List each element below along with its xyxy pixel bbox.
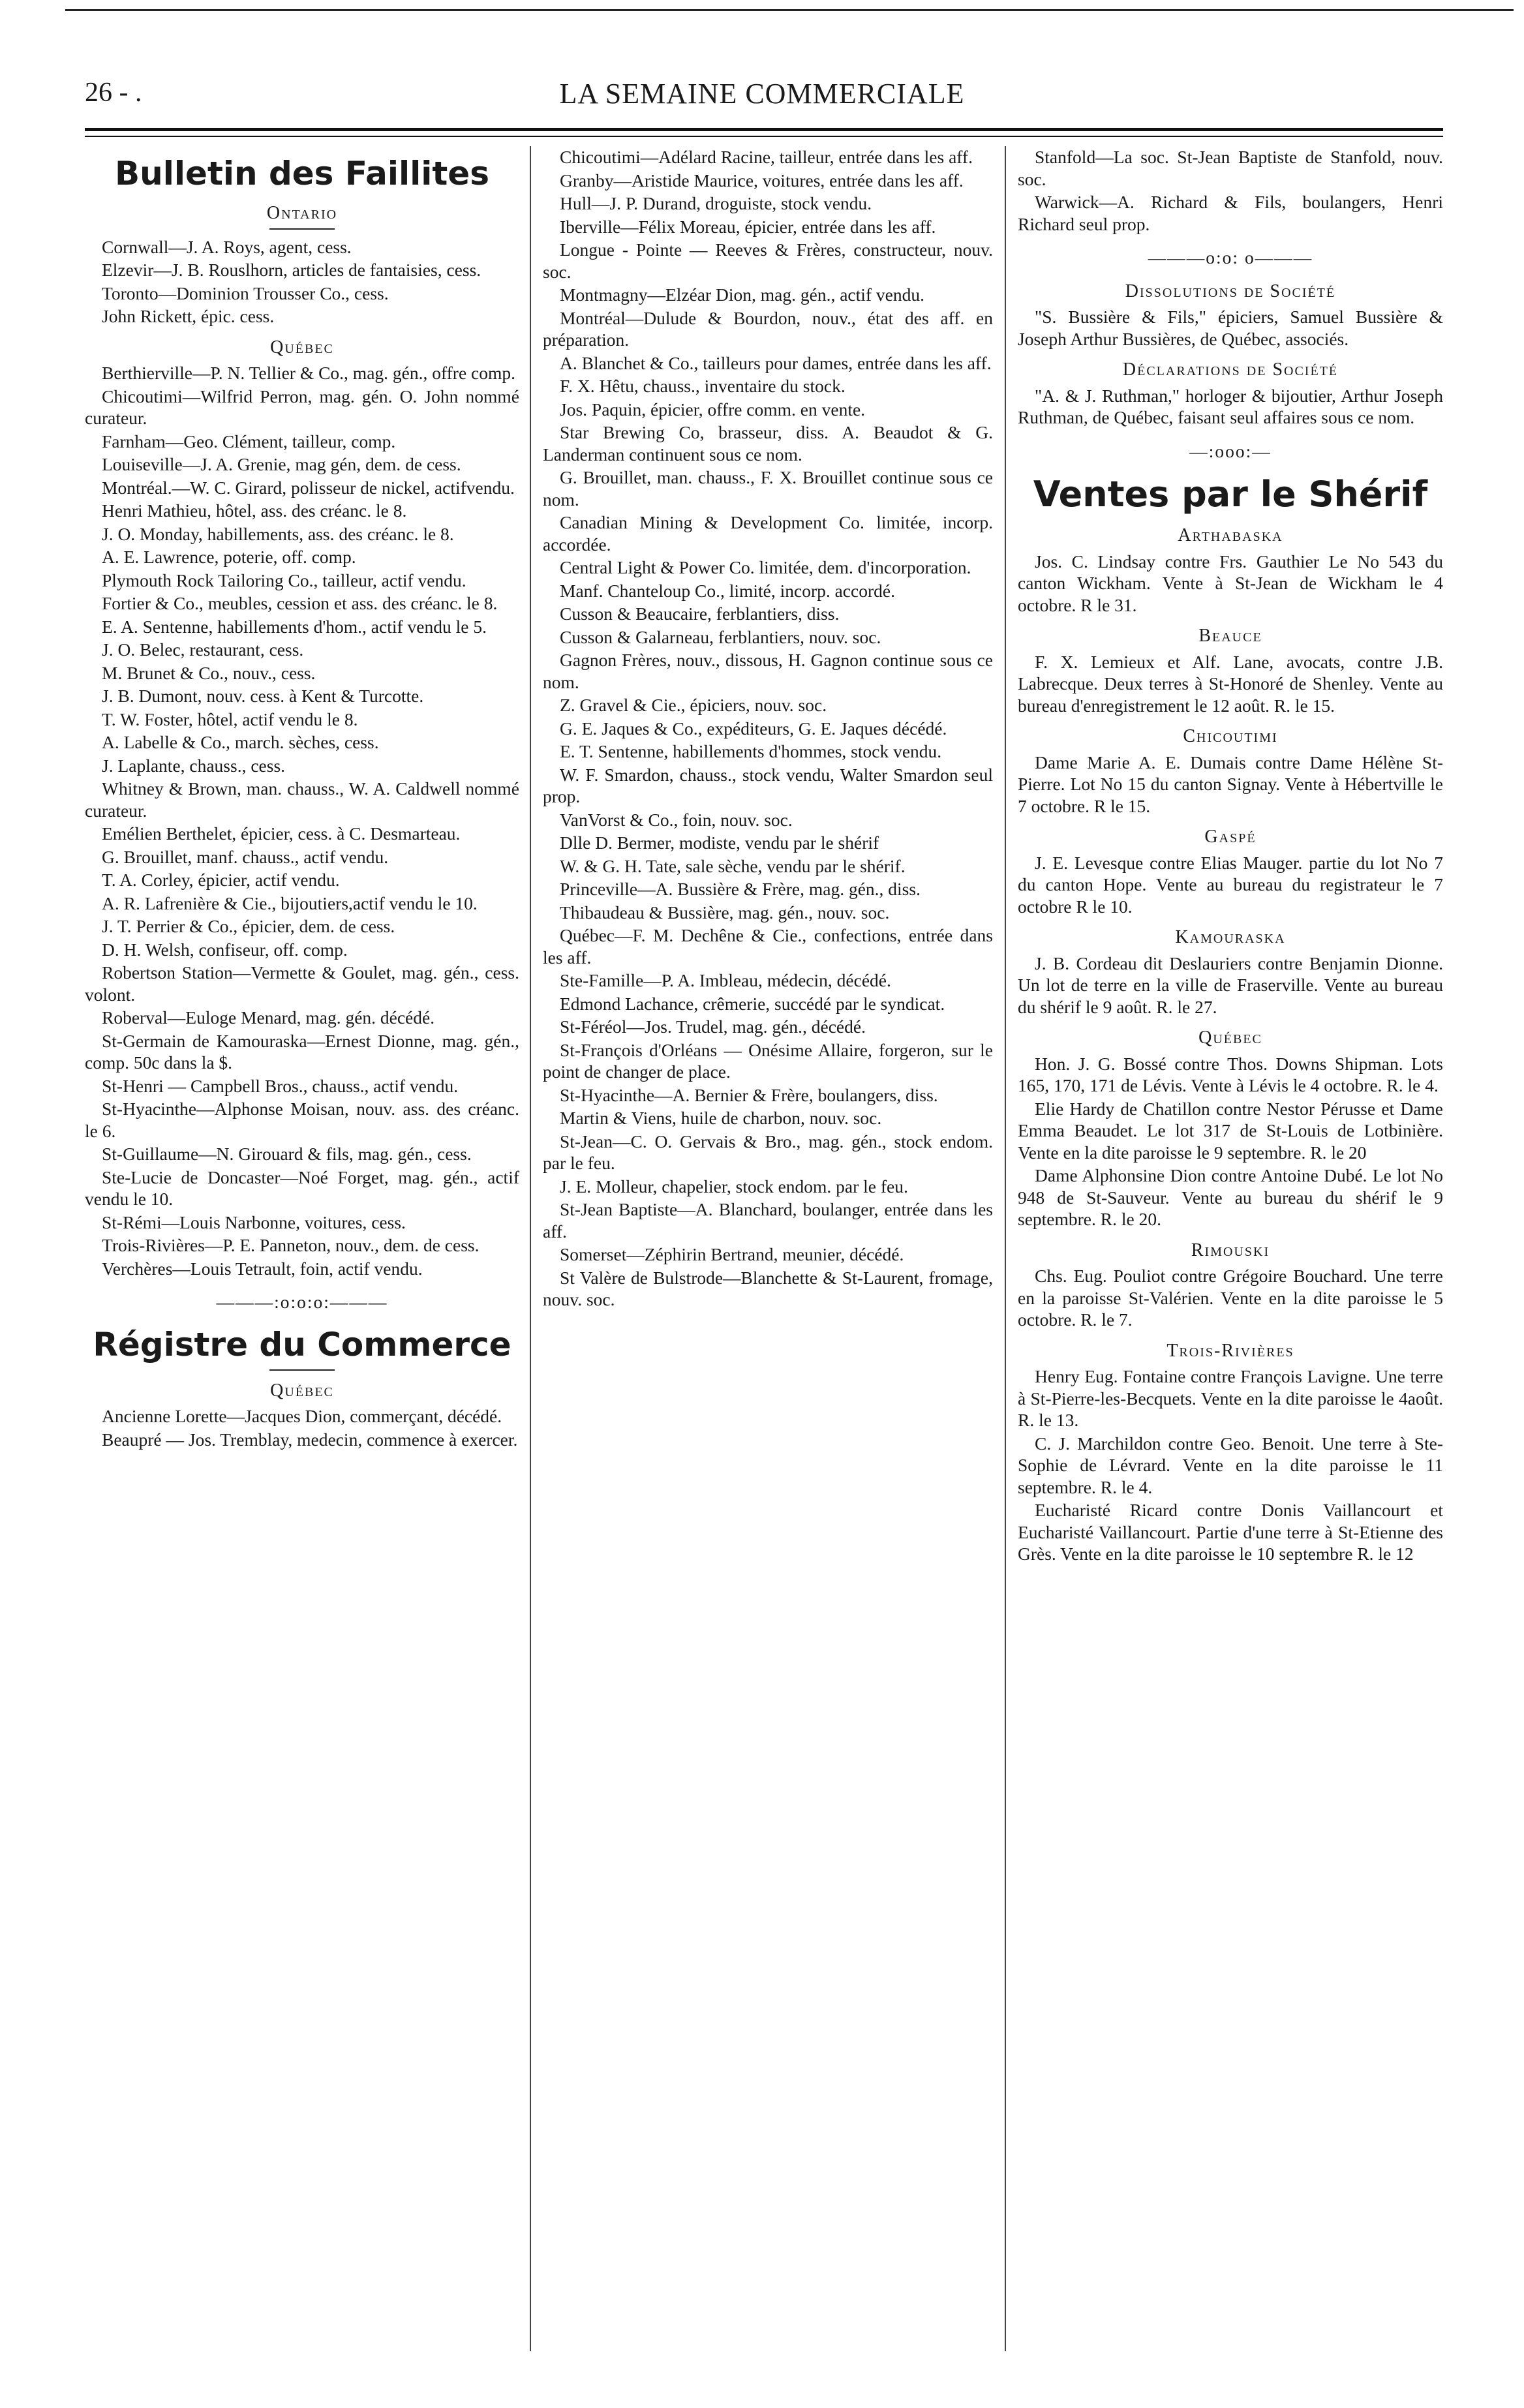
registre-entries bbox=[85, 1405, 519, 1450]
registre-entry: Cusson & Beaucaire, ferblantiers, diss. bbox=[560, 603, 840, 624]
registre-entry: F. X. Hêtu, chauss., inventaire du stock. bbox=[560, 376, 846, 396]
registre-entry: Star Brewing Co, brasseur, diss. A. Beaudot & G. Landerman continuent sous ce nom. bbox=[543, 422, 993, 465]
sherif-region-label: Québec bbox=[1198, 1028, 1262, 1048]
registre-entry: Somerset—Zéphirin Bertrand, meunier, décédé. bbox=[560, 1244, 904, 1264]
faillite-entry: St-Hyacinthe—Alphonse Moisan, nouv. ass. des créanc. le 6. bbox=[85, 1099, 519, 1141]
faillite-entry: J. B. Dumont, nouv. cess. à Kent & Turcotte. bbox=[102, 686, 424, 706]
registre-entry: Manf. Chanteloup Co., limité, incorp. accordé. bbox=[560, 580, 895, 601]
faillite-entry: M. Brunet & Co., nouv., cess. bbox=[102, 662, 316, 683]
short-rule bbox=[269, 228, 335, 230]
registre-entry: W. F. Smardon, chauss., stock vendu, Walter Smardon seul prop. bbox=[543, 764, 993, 806]
dissolutions-label: Dissolutions de Société bbox=[1125, 281, 1336, 301]
faillite-entry: Emélien Berthelet, épicier, cess. à C. Desmarteau. bbox=[102, 823, 461, 844]
short-rule bbox=[269, 1369, 335, 1371]
registre-entry: Ancienne Lorette—Jacques Dion, commerçant, décédé. bbox=[102, 1406, 502, 1426]
region-label-quebec: Québec bbox=[270, 337, 334, 358]
faillite-entry: A. Labelle & Co., march. sèches, cess. bbox=[102, 732, 379, 752]
faillite-entry: A. R. Lafrenière & Cie., bijoutiers,actif vendu le 10. bbox=[102, 892, 478, 913]
faillite-entry: J. Laplante, chauss., cess. bbox=[102, 755, 286, 776]
registre-entry: St-Féréol—Jos. Trudel, mag. gén., décédé. bbox=[560, 1016, 866, 1037]
registre-entry: Chicoutimi—Adélard Racine, tailleur, entrée dans les aff. bbox=[560, 147, 973, 167]
sherif-sale-entry: F. X. Lemieux et Alf. Lane, avocats, contre J.B. Labrecque. Deux terres à St-Honoré de Shenley. Vente au bureau d'enregistrement le 12 août. R. le 15. bbox=[1018, 651, 1443, 716]
column-divider-1 bbox=[530, 146, 531, 2351]
registre-entry: Québec—F. M. Dechêne & Cie., confections, entrée dans les aff. bbox=[543, 925, 993, 968]
ontario-entries bbox=[85, 236, 519, 328]
registre-entry: Martin & Viens, huile de charbon, nouv. soc. bbox=[560, 1108, 882, 1128]
faillite-entry: Ste-Lucie de Doncaster—Noé Forget, mag. gén., actif vendu le 10. bbox=[85, 1166, 519, 1209]
sherif-sale-entry: J. B. Cordeau dit Deslauriers contre Benjamin Dionne. Un lot de terre en la ville de Fraserville. Vente au bureau du shérif le 9 août. R. le 27. bbox=[1018, 953, 1443, 1017]
faillite-entry: Montréal.—W. C. Girard, polisseur de nickel, actifvendu. bbox=[102, 477, 515, 498]
registre-entry: Z. Gravel & Cie., épiciers, nouv. soc. bbox=[560, 695, 827, 715]
section-separator: —:ooo:— bbox=[1189, 440, 1272, 461]
registre-entry: Stanfold—La soc. St-Jean Baptiste de Stanfold, nouv. soc. bbox=[1018, 147, 1443, 189]
registre-entry: Dlle D. Bermer, modiste, vendu par le shérif bbox=[560, 832, 879, 853]
sherif-sale-entry: Dame Marie A. E. Dumais contre Dame Hélène St-Pierre. Lot No 15 du canton Signay. Vente à Hébertville le 7 octobre. R le 15. bbox=[1018, 752, 1443, 816]
faillite-entry: St-Guillaume—N. Girouard & fils, mag. gén., cess. bbox=[102, 1144, 472, 1164]
faillite-entry: Cornwall—J. A. Roys, agent, cess. bbox=[102, 236, 352, 257]
faillite-entry: Henri Mathieu, hôtel, ass. des créanc. le 8. bbox=[102, 500, 407, 521]
registre-entry: G. Brouillet, man. chauss., F. X. Brouillet continue sous ce nom. bbox=[543, 467, 993, 510]
registre-entry: J. E. Molleur, chapelier, stock endom. par le feu. bbox=[560, 1176, 908, 1196]
registre-entry: A. Blanchet & Co., tailleurs pour dames, entrée dans les aff. bbox=[560, 352, 992, 373]
faillite-entry: Elzevir—J. B. Rouslhorn, articles de fantaisies, cess. bbox=[102, 260, 481, 280]
region-label-ontario: Ontario bbox=[266, 203, 338, 223]
faillite-entry: John Rickett, épic. cess. bbox=[102, 306, 275, 326]
registre-entry: Edmond Lachance, crêmerie, succédé par le syndicat. bbox=[560, 993, 945, 1014]
registre-entry: Montréal—Dulude & Bourdon, nouv., état des aff. en préparation. bbox=[543, 307, 993, 350]
registre-entry: Iberville—Félix Moreau, épicier, entrée dans les aff. bbox=[560, 216, 936, 237]
sherif-region-label: Chicoutimi bbox=[1183, 726, 1278, 746]
dissolution-entry: "S. Bussière & Fils," épiciers, Samuel Bussière & Joseph Arthur Bussières, de Québec, associés. bbox=[1018, 307, 1443, 349]
registre-entry: Granby—Aristide Maurice, voitures, entrée dans les aff. bbox=[560, 170, 964, 191]
registre-entry: Warwick—A. Richard & Fils, boulangers, Henri Richard seul prop. bbox=[1018, 192, 1443, 234]
faillite-entry: Trois-Rivières—P. E. Panneton, nouv., dem. de cess. bbox=[102, 1235, 480, 1255]
sherif-heading: Ventes par le Shérif bbox=[1033, 474, 1428, 515]
faillites-heading: Bulletin des Faillites bbox=[115, 155, 489, 192]
registre-entry: Canadian Mining & Development Co. limitée, incorp. accordée. bbox=[543, 512, 993, 555]
faillite-entry: Roberval—Euloge Menard, mag. gén. décédé. bbox=[102, 1007, 435, 1028]
sherif-sales bbox=[1018, 525, 1443, 1565]
sherif-region-label: Trois-Rivières bbox=[1166, 1340, 1294, 1361]
section-separator: ———o:o: o——— bbox=[1148, 247, 1313, 267]
faillite-entry: Whitney & Brown, man. chauss., W. A. Caldwell nommé curateur. bbox=[85, 778, 519, 821]
registre-entry: Longue - Pointe — Reeves & Frères, constructeur, nouv. soc. bbox=[543, 239, 993, 282]
sherif-region-label: Gaspé bbox=[1204, 827, 1257, 847]
registre-entry: Montmagny—Elzéar Dion, mag. gén., actif vendu. bbox=[560, 284, 925, 305]
faillite-entry: St-Henri — Campbell Bros., chauss., actif vendu. bbox=[102, 1075, 459, 1096]
sherif-sale-entry: J. E. Levesque contre Elias Mauger. partie du lot No 7 du canton Hope. Vente au bureau du registrateur le 7 octobre R le 10. bbox=[1018, 852, 1443, 917]
registre-entry: VanVorst & Co., foin, nouv. soc. bbox=[560, 809, 793, 830]
faillite-entry: T. W. Foster, hôtel, actif vendu le 8. bbox=[102, 709, 358, 729]
faillite-entry: T. A. Corley, épicier, actif vendu. bbox=[102, 870, 340, 890]
faillite-entry: Toronto—Dominion Trousser Co., cess. bbox=[102, 282, 389, 303]
faillite-entry: Farnham—Geo. Clément, tailleur, comp. bbox=[102, 431, 396, 451]
faillite-entry: D. H. Welsh, confiseur, off. comp. bbox=[102, 939, 348, 960]
faillite-entry: Robertson Station—Vermette & Goulet, mag. gén., cess. volont. bbox=[85, 962, 519, 1005]
column-3 bbox=[1018, 146, 1443, 1566]
sherif-sale-entry: Dame Alphonsine Dion contre Antoine Dubé. Le lot No 948 de St-Sauveur. Vente au bureau du shérif le 9 septembre. R. le 20. bbox=[1018, 1165, 1443, 1229]
registre-entry: E. T. Sentenne, habillements d'hommes, stock vendu. bbox=[560, 741, 942, 761]
sherif-sale-entry: Elie Hardy de Chatillon contre Nestor Pérusse et Dame Emma Beaudet. Le lot 317 de St-Louis de Lotbinière. Vente en la dite paroisse le 9 septembre. R. le 20 bbox=[1018, 1098, 1443, 1163]
faillite-entry: St-Rémi—Louis Narbonne, voitures, cess. bbox=[102, 1212, 406, 1232]
declarations-label: Déclarations de Société bbox=[1122, 359, 1339, 380]
sherif-region-label: Arthabaska bbox=[1178, 525, 1283, 545]
registre-entry: St-Hyacinthe—A. Bernier & Frère, boulangers, diss. bbox=[560, 1084, 938, 1105]
column-divider-2 bbox=[1005, 146, 1006, 2351]
registre-entry: Central Light & Power Co. limitée, dem. d'incorporation. bbox=[560, 557, 971, 577]
running-title: LA SEMAINE COMMERCIALE bbox=[559, 78, 965, 110]
registre-entry: Jos. Paquin, épicier, offre comm. en vente. bbox=[560, 399, 866, 419]
quebec-entries bbox=[85, 362, 519, 1279]
registre-entries-end bbox=[1018, 146, 1443, 235]
registre-entry: Hull—J. P. Durand, droguiste, stock vendu. bbox=[560, 193, 872, 213]
registre-entry: Thibaudeau & Bussière, mag. gén., nouv. soc. bbox=[560, 902, 890, 922]
faillite-entry: A. E. Lawrence, poterie, off. comp. bbox=[102, 547, 356, 567]
registre-entry: St-François d'Orléans — Onésime Allaire, forgeron, sur le point de changer de place. bbox=[543, 1039, 993, 1082]
sherif-region-label: Kamouraska bbox=[1175, 927, 1286, 947]
faillite-entry: Plymouth Rock Tailoring Co., tailleur, actif vendu. bbox=[102, 570, 466, 590]
registre-entry: Gagnon Frères, nouv., dissous, H. Gagnon continue sous ce nom. bbox=[543, 650, 993, 692]
column-2 bbox=[543, 146, 993, 1312]
faillite-entry: J. T. Perrier & Co., épicier, dem. de cess. bbox=[102, 916, 395, 936]
faillite-entry: Chicoutimi—Wilfrid Perron, mag. gén. O. John nommé curateur. bbox=[85, 386, 519, 428]
registre-entry: Cusson & Galarneau, ferblantiers, nouv. soc. bbox=[560, 626, 881, 647]
registre-entry: St-Jean—C. O. Gervais & Bro., mag. gén., stock endom. par le feu. bbox=[543, 1131, 993, 1173]
faillite-entry: G. Brouillet, manf. chauss., actif vendu. bbox=[102, 846, 389, 867]
faillite-entry: Louiseville—J. A. Grenie, mag gén, dem. de cess. bbox=[102, 454, 461, 474]
registre-heading: Régistre du Commerce bbox=[93, 1325, 511, 1364]
faillite-entry: E. A. Sentenne, habillements d'hom., actif vendu le 5. bbox=[102, 616, 487, 637]
sherif-region-label: Rimouski bbox=[1191, 1240, 1270, 1260]
faillite-entry: J. O. Monday, habillements, ass. des créanc. le 8. bbox=[102, 523, 454, 544]
sherif-sale-entry: Jos. C. Lindsay contre Frs. Gauthier Le No 543 du canton Wickham. Vente à St-Jean de Wickham le 4 octobre. R le 31. bbox=[1018, 551, 1443, 615]
faillite-entry: Verchères—Louis Tetrault, foin, actif vendu. bbox=[102, 1258, 423, 1279]
header-rule-thick bbox=[85, 128, 1443, 131]
registre-entries-continued bbox=[543, 146, 993, 1311]
declaration-entry: "A. & J. Ruthman," horloger & bijoutier, Arthur Joseph Ruthman, de Québec, faisant seul affaires sous ce nom. bbox=[1018, 385, 1443, 427]
sherif-region-label: Beauce bbox=[1198, 626, 1262, 646]
faillite-entry: Berthierville—P. N. Tellier & Co., mag. gén., offre comp. bbox=[102, 363, 516, 383]
region-label-quebec-registre: Québec bbox=[270, 1380, 334, 1401]
registre-entry: St Valère de Bulstrode—Blanchette & St-Laurent, fromage, nouv. soc. bbox=[543, 1267, 993, 1309]
faillite-entry: J. O. Belec, restaurant, cess. bbox=[102, 639, 304, 660]
page-number: 26 - . bbox=[85, 78, 142, 108]
column-1 bbox=[85, 146, 519, 1452]
top-border-rule bbox=[65, 9, 1514, 11]
registre-entry: W. & G. H. Tate, sale sèche, vendu par le shérif. bbox=[560, 855, 906, 876]
sherif-sale-entry: Chs. Eug. Pouliot contre Grégoire Bouchard. Une terre en la paroisse St-Valérien. Vente en la dite paroisse le 5 octobre. R. le 7. bbox=[1018, 1266, 1443, 1330]
sherif-sale-entry: Eucharisté Ricard contre Donis Vaillancourt et Eucharisté Vaillancourt. Partie d'une terre à St-Etienne des Grès. Vente en la dite paroisse le 10 septembre R. le 12 bbox=[1018, 1500, 1443, 1564]
sherif-sale-entry: Hon. J. G. Bossé contre Thos. Downs Shipman. Lots 165, 170, 171 de Lévis. Vente à Lévis le 4 octobre. R. le 4. bbox=[1018, 1053, 1443, 1095]
section-separator: ———:o:o:o:——— bbox=[216, 1292, 388, 1312]
faillite-entry: Fortier & Co., meubles, cession et ass. des créanc. le 8. bbox=[102, 593, 498, 613]
registre-entry: G. E. Jaques & Co., expéditeurs, G. E. Jaques décédé. bbox=[560, 718, 947, 739]
sherif-sale-entry: Henry Eug. Fontaine contre François Lavigne. Une terre à St-Pierre-les-Becquets. Vente en la dite paroisse le 4août. R. le 13. bbox=[1018, 1366, 1443, 1430]
sherif-sale-entry: C. J. Marchildon contre Geo. Benoit. Une terre à Ste-Sophie de Lévrard. Vente en la dite paroisse le 11 septembre. R. le 4. bbox=[1018, 1433, 1443, 1497]
faillite-entry: St-Germain de Kamouraska—Ernest Dionne, mag. gén., comp. 50c dans la $. bbox=[85, 1030, 519, 1073]
registre-entry: St-Jean Baptiste—A. Blanchard, boulanger, entrée dans les aff. bbox=[543, 1199, 993, 1242]
header-rule-thin bbox=[85, 136, 1443, 137]
registre-entry: Beaupré — Jos. Tremblay, medecin, commence à exercer. bbox=[102, 1429, 518, 1450]
registre-entry: Princeville—A. Bussière & Frère, mag. gén., diss. bbox=[560, 879, 921, 899]
registre-entry: Ste-Famille—P. A. Imbleau, médecin, décédé. bbox=[560, 970, 891, 990]
